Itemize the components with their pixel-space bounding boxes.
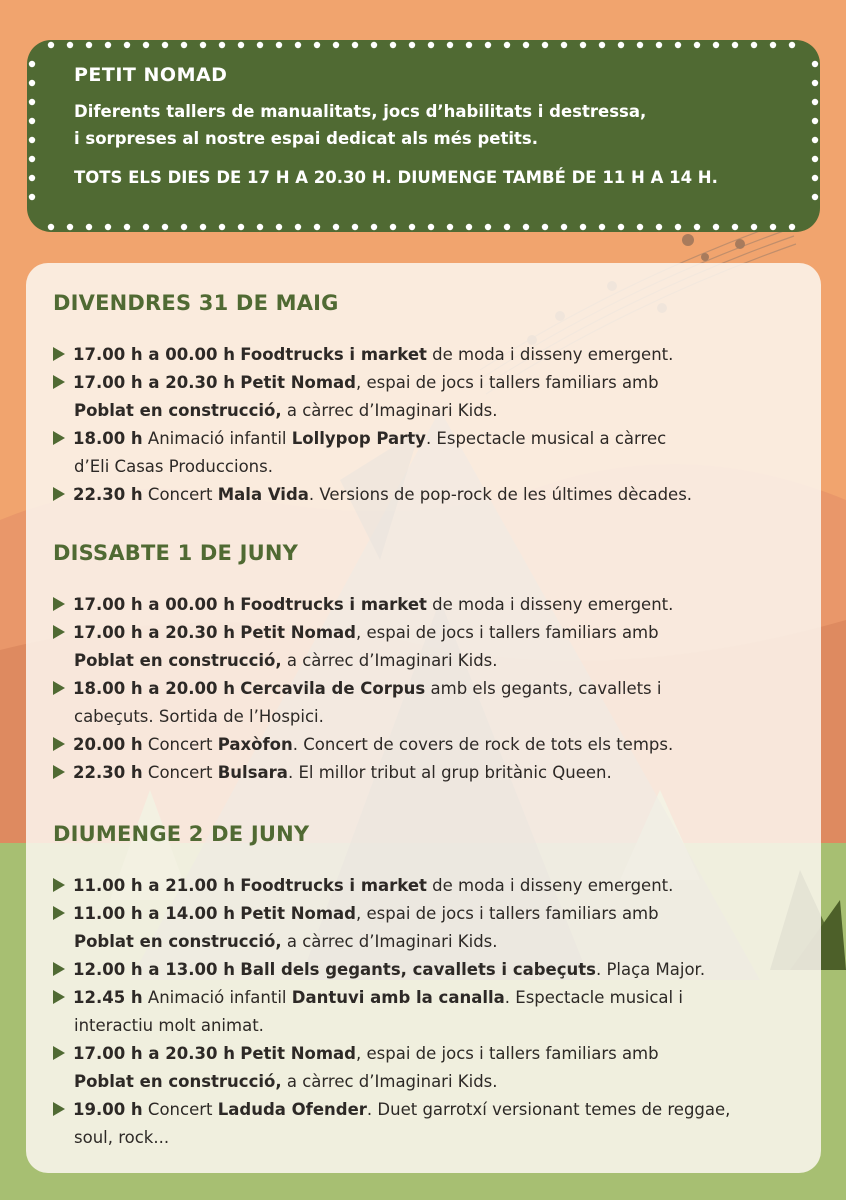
- event-continuation-text: cabeçuts. Sortida de l’Hospici.: [74, 707, 324, 726]
- event-prefix: Concert: [142, 735, 218, 754]
- play-arrow-icon: [53, 878, 65, 892]
- day-heading: DIUMENGE 2 DE JUNY: [53, 822, 310, 846]
- event-time: 20.00 h: [73, 735, 143, 754]
- event-item: [53, 1096, 813, 1152]
- event-continuation-text: a càrrec d’Imaginari Kids.: [281, 1072, 498, 1091]
- event-continuation: [53, 1072, 498, 1091]
- play-arrow-icon: [53, 990, 65, 1004]
- event-item: [53, 872, 813, 900]
- event-description: amb els gegants, cavallets i: [425, 679, 662, 698]
- event-time: 18.00 h: [73, 429, 143, 448]
- event-title: Foodtrucks i market: [240, 876, 427, 895]
- play-arrow-icon: [53, 1046, 65, 1060]
- play-arrow-icon: [53, 962, 65, 976]
- event-prefix: Concert: [142, 763, 218, 782]
- event-description: de moda i disseny emergent.: [426, 345, 674, 364]
- event-title: Lollypop Party: [291, 429, 426, 448]
- event-item: [53, 341, 813, 369]
- event-item: [53, 425, 813, 481]
- play-arrow-icon: [53, 625, 65, 639]
- event-time: 12.45 h: [73, 988, 143, 1007]
- event-venue: Poblat en construcció,: [74, 651, 282, 670]
- event-continuation: [53, 1128, 169, 1147]
- play-arrow-icon: [53, 1102, 65, 1116]
- event-time: 22.30 h: [73, 763, 143, 782]
- event-description: . Versions de pop-rock de les últimes dècades.: [308, 485, 693, 504]
- play-arrow-icon: [53, 765, 65, 779]
- event-venue: Poblat en construcció,: [74, 932, 282, 951]
- event-description: , espai de jocs i tallers familiars amb: [356, 373, 659, 392]
- banner-desc-line1: Diferents tallers de manualitats, jocs d’habilitats i destressa,: [74, 102, 647, 121]
- event-prefix: Concert: [142, 485, 218, 504]
- event-description: , espai de jocs i tallers familiars amb: [356, 904, 659, 923]
- event-item: [53, 481, 813, 509]
- petit-nomad-banner: [27, 40, 820, 232]
- event-description: , espai de jocs i tallers familiars amb: [356, 1044, 659, 1063]
- play-arrow-icon: [53, 597, 65, 611]
- event-time: 17.00 h a 00.00 h: [73, 345, 235, 364]
- event-time: 17.00 h a 20.30 h: [73, 1044, 235, 1063]
- event-time: 17.00 h a 00.00 h: [73, 595, 235, 614]
- event-continuation: [53, 707, 324, 726]
- event-continuation-text: d’Eli Casas Produccions.: [74, 457, 273, 476]
- event-item: [53, 900, 813, 956]
- event-title: Petit Nomad: [240, 1044, 356, 1063]
- play-arrow-icon: [53, 681, 65, 695]
- event-description: . El millor tribut al grup britànic Queen.: [287, 763, 612, 782]
- event-time: 17.00 h a 20.30 h: [73, 373, 235, 392]
- banner-description: [74, 98, 820, 152]
- event-title: Bulsara: [217, 763, 288, 782]
- event-description: . Duet garrotxí versionant temes de reggae,: [366, 1100, 731, 1119]
- event-continuation-text: a càrrec d’Imaginari Kids.: [281, 401, 498, 420]
- event-item: [53, 1040, 813, 1096]
- event-title: Petit Nomad: [240, 623, 356, 642]
- event-time: 12.00 h a 13.00 h: [73, 960, 235, 979]
- event-item: [53, 984, 813, 1040]
- event-item: [53, 591, 813, 619]
- event-continuation: [53, 932, 498, 951]
- event-item: [53, 619, 813, 675]
- event-time: 19.00 h: [73, 1100, 143, 1119]
- banner-title: PETIT NOMAD: [74, 64, 228, 86]
- event-item: [53, 369, 813, 425]
- event-continuation: [53, 457, 273, 476]
- event-description: . Espectacle musical i: [504, 988, 683, 1007]
- event-item: [53, 675, 813, 731]
- day-heading: DISSABTE 1 DE JUNY: [53, 541, 299, 565]
- event-time: 17.00 h a 20.30 h: [73, 623, 235, 642]
- banner-hours: TOTS ELS DIES DE 17 H A 20.30 H. DIUMENGE TAMBÉ DE 11 H A 14 H.: [74, 168, 718, 187]
- event-prefix: Animació infantil: [142, 429, 292, 448]
- play-arrow-icon: [53, 487, 65, 501]
- event-item: [53, 956, 813, 984]
- event-continuation: [53, 1016, 264, 1035]
- event-continuation-text: a càrrec d’Imaginari Kids.: [281, 651, 498, 670]
- event-description: de moda i disseny emergent.: [426, 876, 674, 895]
- event-item: [53, 759, 813, 787]
- event-title: Cercavila de Corpus: [240, 679, 426, 698]
- event-title: Laduda Ofender: [217, 1100, 367, 1119]
- event-title: Foodtrucks i market: [240, 595, 427, 614]
- event-title: Paxòfon: [217, 735, 293, 754]
- event-continuation-text: a càrrec d’Imaginari Kids.: [281, 932, 498, 951]
- event-title: Ball dels gegants, cavallets i cabeçuts: [240, 960, 596, 979]
- event-continuation-text: soul, rock...: [74, 1128, 170, 1147]
- play-arrow-icon: [53, 347, 65, 361]
- event-time: 11.00 h a 21.00 h: [73, 876, 235, 895]
- event-title: Foodtrucks i market: [240, 345, 427, 364]
- event-time: 22.30 h: [73, 485, 143, 504]
- event-continuation-text: interactiu molt animat.: [74, 1016, 264, 1035]
- event-title: Mala Vida: [217, 485, 309, 504]
- play-arrow-icon: [53, 906, 65, 920]
- day-heading: DIVENDRES 31 DE MAIG: [53, 291, 339, 315]
- event-description: . Plaça Major.: [595, 960, 706, 979]
- event-title: Dantuvi amb la canalla: [291, 988, 505, 1007]
- event-continuation: [53, 651, 498, 670]
- event-venue: Poblat en construcció,: [74, 401, 282, 420]
- play-arrow-icon: [53, 737, 65, 751]
- event-continuation: [53, 401, 498, 420]
- event-venue: Poblat en construcció,: [74, 1072, 282, 1091]
- event-item: [53, 731, 813, 759]
- event-title: Petit Nomad: [240, 373, 356, 392]
- event-title: Petit Nomad: [240, 904, 356, 923]
- event-time: 11.00 h a 14.00 h: [73, 904, 235, 923]
- event-prefix: Concert: [142, 1100, 218, 1119]
- event-description: . Concert de covers de rock de tots els temps.: [292, 735, 674, 754]
- event-time: 18.00 h a 20.00 h: [73, 679, 235, 698]
- play-arrow-icon: [53, 431, 65, 445]
- event-description: , espai de jocs i tallers familiars amb: [356, 623, 659, 642]
- event-description: de moda i disseny emergent.: [426, 595, 674, 614]
- event-description: . Espectacle musical a càrrec: [425, 429, 667, 448]
- banner-desc-line2: i sorpreses al nostre espai dedicat als més petits.: [74, 129, 539, 148]
- event-prefix: Animació infantil: [142, 988, 292, 1007]
- play-arrow-icon: [53, 375, 65, 389]
